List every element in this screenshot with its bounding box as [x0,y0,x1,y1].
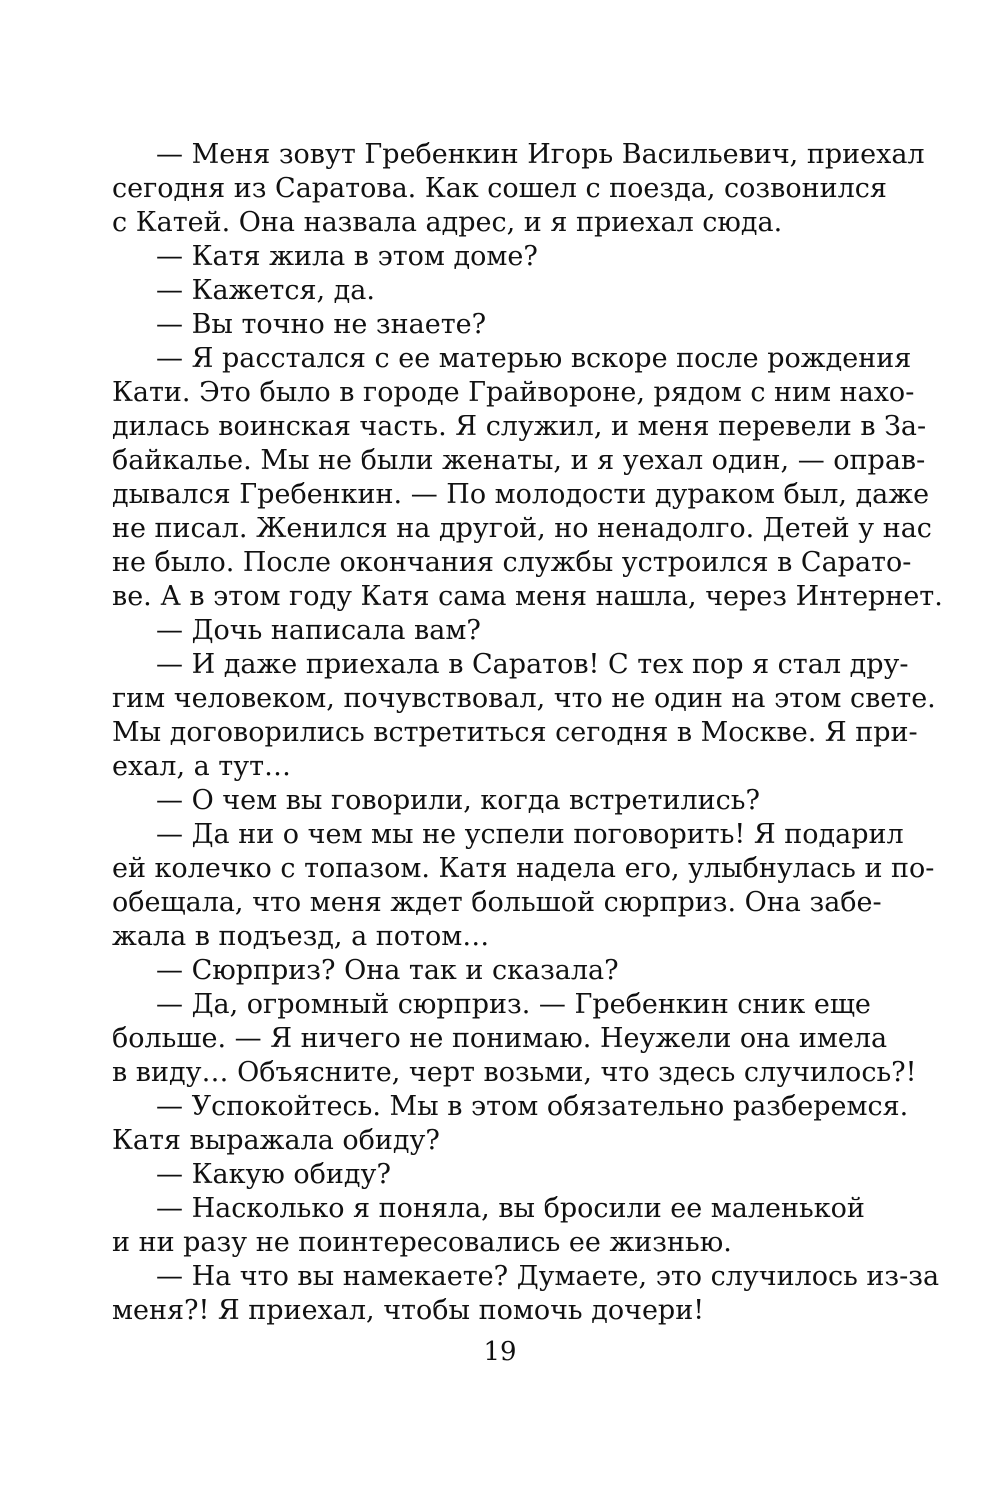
text-line: — Катя жила в этом доме? [156,241,538,272]
text-line: — Сюрприз? Она так и сказала? [156,955,619,986]
text-line: Мы договорились встретиться сегодня в Москве. Я при- [112,717,918,748]
page-body-text [112,138,943,1328]
page-number: 19 [483,1337,517,1367]
text-line: — Да, огромный сюрприз. — Гребенкин сник еще [156,989,871,1020]
text-line: не писал. Женился на другой, но ненадолго. Детей у нас [112,513,932,544]
text-line: — Какую обиду? [156,1159,391,1190]
text-line: — Успокойтесь. Мы в этом обязательно разберемся. [156,1091,909,1122]
text-line: — Меня зовут Гребенкин Игорь Васильевич, приехал [156,139,925,170]
text-line: — И даже приехала в Саратов! С тех пор я стал дру- [156,649,909,680]
text-line: обещала, что меня ждет большой сюрприз. Она забе- [112,887,882,918]
text-line: байкалье. Мы не были женаты, и я уехал один, — оправ- [112,445,926,476]
text-line: в виду… Объясните, черт возьми, что здесь случилось?! [112,1057,917,1088]
text-line: и ни разу не поинтересовались ее жизнью. [112,1227,732,1258]
text-line: дилась воинская часть. Я служил, и меня перевели в За- [112,411,927,442]
text-line: жала в подъезд, а потом… [112,921,490,952]
text-line: — Кажется, да. [156,275,375,306]
text-line: — Вы точно не знаете? [156,309,487,340]
text-line: — О чем вы говорили, когда встретились? [156,785,760,816]
text-line: сегодня из Саратова. Как сошел с поезда, созвонился [112,173,887,204]
text-line: Катя выражала обиду? [112,1125,440,1156]
text-line: с Катей. Она назвала адрес, и я приехал сюда. [112,207,783,238]
text-line: — На что вы намекаете? Думаете, это случилось из-за [156,1261,940,1292]
text-line: дывался Гребенкин. — По молодости дураком был, даже [112,479,930,510]
text-line: — Да ни о чем мы не успели поговорить! Я подарил [156,819,904,850]
text-line: ей колечко с топазом. Катя надела его, улыбнулась и по- [112,853,935,884]
text-line: — Я расстался с ее матерью вскоре после рождения [156,343,912,374]
text-line: — Насколько я поняла, вы бросили ее маленькой [156,1193,865,1224]
text-line: больше. — Я ничего не понимаю. Неужели она имела [112,1023,888,1054]
text-line: гим человеком, почувствовал, что не один на этом свете. [112,683,936,714]
text-line: ехал, а тут… [112,751,292,782]
text-line: меня?! Я приехал, чтобы помочь дочери! [112,1295,705,1326]
text-line: Кати. Это было в городе Грайвороне, рядом с ним нахо- [112,377,915,408]
text-line: не было. После окончания службы устроился в Сарато- [112,547,912,578]
text-line: — Дочь написала вам? [156,615,481,646]
text-line: ве. А в этом году Катя сама меня нашла, через Интернет. [112,581,943,612]
